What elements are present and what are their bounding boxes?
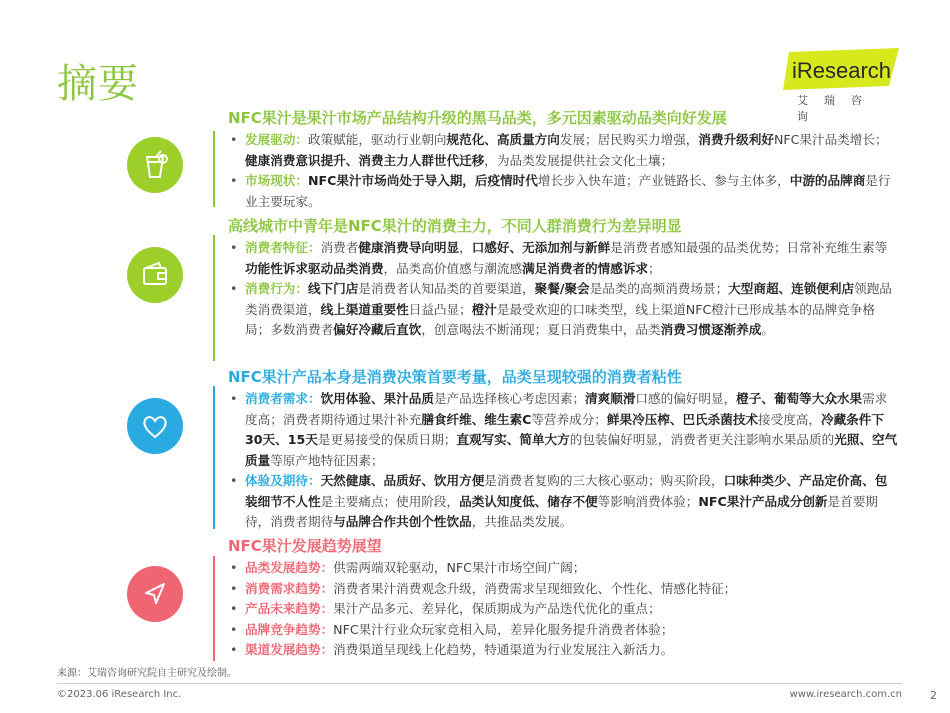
emphasis-text: 光照、空气质量 xyxy=(245,432,898,468)
website-url: www.iresearch.com.cn xyxy=(789,689,902,700)
emphasis-text: NFC果汁产品成分创新 xyxy=(698,493,828,509)
body-text: NFC果汁行业众玩家竞相入局，差异化服务提升消费者体验； xyxy=(333,621,674,637)
copyright: ©2023.06 iResearch Inc. xyxy=(57,689,182,700)
body-text: 是最受欢迎的口味类型，线上渠道NFC橙汁已形成基本的品牌竞争格局；多数消费者 xyxy=(245,301,875,337)
emphasis-text: 线上渠道重要性 xyxy=(320,301,409,317)
bullet-label: 消费者需求： xyxy=(245,391,321,406)
body-text: 消费者果汁消费观念升级，消费需求呈现细致化、个性化、情感化特征； xyxy=(333,580,737,596)
body-text: 。 xyxy=(761,322,774,337)
bullet-item xyxy=(228,579,898,600)
body-text: ，创意喝法不断涌现；夏日消费集中，品类 xyxy=(421,322,661,337)
emphasis-text: 消费升级利好 xyxy=(698,132,774,147)
bullet-label: 消费者特征： xyxy=(245,240,321,255)
section-title: 高线城市中青年是NFC果汁的消费主力，不同人群消费行为差异明显 xyxy=(228,217,682,235)
emphasis-text: 橙汁 xyxy=(471,301,497,317)
emphasis-text: 鲜果冷压榨、巴氏杀菌技术 xyxy=(606,411,758,427)
bullet-item xyxy=(228,389,898,471)
bullet-item xyxy=(228,238,898,279)
body-text: 需求度高；消费者期待通过果汁补充 xyxy=(245,391,888,427)
heart-icon xyxy=(127,398,183,454)
body-text: ，共推品类发展。 xyxy=(471,514,573,529)
item-list xyxy=(228,389,898,533)
body-text: 果汁产品多元、差异化，保质期成为产品迭代优化的重点； xyxy=(333,601,661,616)
body-text: 是产品选择核心考虑因素； xyxy=(433,391,586,406)
body-text: 接受度高， xyxy=(758,411,821,427)
item-list xyxy=(228,238,898,341)
bullet-item xyxy=(228,471,898,533)
body-text: 领跑品类消费渠道， xyxy=(245,281,892,317)
footer-divider xyxy=(57,683,902,684)
body-text: ，品类高价值感与潮流感 xyxy=(383,260,523,276)
bullet-label: 品类发展趋势： xyxy=(245,560,334,575)
emphasis-text: 消费习惯逐渐养成 xyxy=(660,322,762,337)
bullet-label: 渠道发展趋势： xyxy=(245,642,334,657)
emphasis-text: 天然健康、品质好、饮用方便 xyxy=(320,473,485,488)
emphasis-text: 健康消费意识提升、消费主力人群世代迁移 xyxy=(245,152,485,168)
section-trends xyxy=(228,536,898,661)
emphasis-text: 线下门店 xyxy=(307,281,359,296)
body-text: 日益凸显； xyxy=(408,301,472,317)
emphasis-text: 规范化、高质量方向 xyxy=(446,132,560,147)
bullet-item xyxy=(228,171,898,212)
emphasis-text: 品类认知度低、储存不便 xyxy=(459,493,598,509)
bullet-label: 体验及期待： xyxy=(245,473,321,488)
body-text: 是行业主要玩家。 xyxy=(245,173,891,209)
section-market-overview xyxy=(228,108,898,212)
body-text: 等原产地特征因素； xyxy=(270,452,384,468)
section-product-stickiness xyxy=(228,367,898,533)
emphasis-text: 冷藏条件下30天、15天 xyxy=(245,411,884,447)
body-text: 政策赋能，驱动行业朝向 xyxy=(307,132,447,147)
body-text: 是消费者复购的三大核心驱动；购买阶段， xyxy=(484,473,724,488)
emphasis-text: 大型商超、连锁便利店 xyxy=(728,281,855,296)
divider-line-4 xyxy=(213,556,215,661)
emphasis-text: 中游的品牌商 xyxy=(789,173,866,188)
drink-cup-icon xyxy=(127,137,183,193)
bullet-item xyxy=(228,620,898,641)
source-note: 来源：艾瑞咨询研究院自主研究及绘制。 xyxy=(57,668,237,679)
section-title: NFC果汁产品本身是消费决策首要考量，品类呈现较强的消费者粘性 xyxy=(228,368,682,386)
divider-line-1 xyxy=(213,131,215,207)
body-text: ，为品类发展提供社会文化土壤； xyxy=(484,152,674,168)
wallet-icon xyxy=(127,247,183,303)
body-text: 口感的偏好明显， xyxy=(635,391,737,406)
body-text: 增长步入快车道；产业链路长、参与主体多， xyxy=(537,173,790,188)
body-text: 等影响消费体验； xyxy=(597,493,699,509)
body-text: 发展；居民购买力增强， xyxy=(559,132,699,147)
emphasis-text: 直观写实、简单大方 xyxy=(456,432,570,447)
emphasis-text: 橙子、葡萄等大众水果 xyxy=(736,391,863,406)
body-text: NFC果汁品类增长； xyxy=(773,132,888,147)
divider-line-3 xyxy=(213,386,215,529)
emphasis-text: 功能性诉求驱动品类消费 xyxy=(245,260,384,276)
bullet-label: 市场现状： xyxy=(245,173,308,188)
iresearch-logo xyxy=(783,48,903,123)
bullet-item xyxy=(228,599,898,620)
emphasis-text: NFC果汁市场尚处于导入期，后疫情时代 xyxy=(307,173,538,188)
emphasis-text: 健康消费导向明显 xyxy=(358,240,460,255)
section-title: NFC果汁是果汁市场产品结构升级的黑马品类，多元因素驱动品类向好发展 xyxy=(228,109,727,127)
page-title: 摘要 xyxy=(57,61,139,107)
page-number: 2 xyxy=(930,689,937,702)
emphasis-text: 满足消费者的情感诉求 xyxy=(522,260,648,276)
emphasis-text: 聚餐/聚会 xyxy=(534,281,590,296)
bullet-label: 产品未来趋势： xyxy=(245,601,334,616)
body-text: 是消费者感知最强的品类优势；日常补充维生素等 xyxy=(610,240,888,255)
body-text: 是更易接受的保质日期； xyxy=(317,432,457,447)
emphasis-text: 口味种类少、产品定价高、包装细节不人性 xyxy=(245,473,888,509)
logo-brand: iResearch xyxy=(792,58,892,83)
body-text: 的包装偏好明显，消费者更关注影响水果品质的 xyxy=(569,432,835,447)
emphasis-text: 膳食纤维、维生素C xyxy=(421,411,532,427)
body-text: 是主要痛点；使用阶段， xyxy=(320,493,460,509)
body-text: 等营养成分； xyxy=(531,411,607,427)
emphasis-text: 饮用体验、果汁品质 xyxy=(320,391,434,406)
bullet-label: 品牌竞争趋势： xyxy=(245,621,334,637)
emphasis-text: 口感好、无添加剂与新鲜 xyxy=(471,240,611,255)
bullet-label: 消费行为： xyxy=(245,281,308,296)
body-text: ； xyxy=(648,260,661,276)
divider-line-2 xyxy=(213,235,215,361)
body-text: 消费者 xyxy=(320,240,359,255)
bullet-item xyxy=(228,558,898,579)
body-text: 是品类的高频消费场景； xyxy=(589,281,729,296)
emphasis-text: 清爽顺滑 xyxy=(585,391,636,406)
emphasis-text: 偏好冷藏后直饮 xyxy=(333,322,422,337)
emphasis-text: 与品牌合作共创个性饮品 xyxy=(333,514,472,529)
body-text: 消费渠道呈现线上化趋势，特通渠道为行业发展注入新活力。 xyxy=(333,642,674,657)
body-text: ， xyxy=(459,240,472,255)
item-list xyxy=(228,130,898,212)
body-text: 供需两端双轮驱动，NFC果汁市场空间广阔； xyxy=(333,560,586,575)
section-title: NFC果汁发展趋势展望 xyxy=(228,537,382,555)
section-consumer-profile xyxy=(228,216,898,341)
item-list xyxy=(228,558,898,661)
logo-subtitle: 艾瑞咨询 xyxy=(797,94,878,123)
bullet-item xyxy=(228,130,898,171)
bullet-item xyxy=(228,279,898,341)
body-text: 是首要期待，消费者期待 xyxy=(245,493,878,529)
navigation-arrow-icon xyxy=(127,566,183,622)
bullet-item xyxy=(228,640,898,661)
body-text: 是消费者认知品类的首要渠道， xyxy=(358,281,535,296)
bullet-label: 发展驱动： xyxy=(245,132,308,147)
bullet-label: 消费需求趋势： xyxy=(245,580,334,596)
